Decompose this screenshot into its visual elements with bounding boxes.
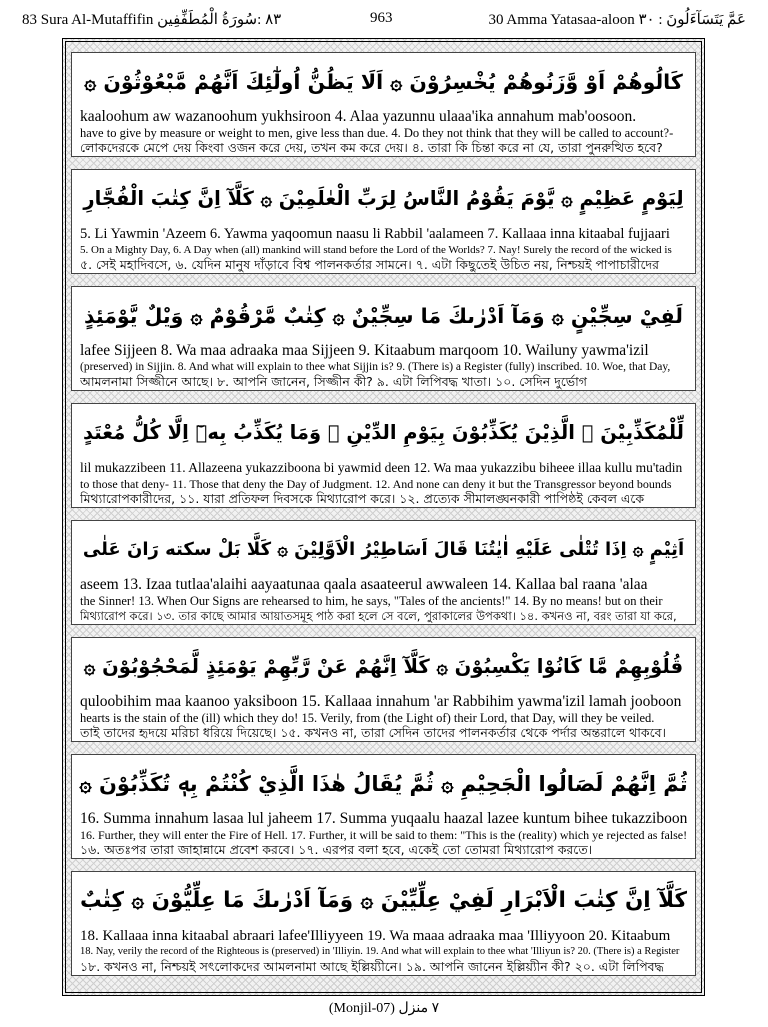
verse-blocks: [71, 52, 696, 982]
arabic-verse-line: اَثِيْمٍ ۞ اِذَا تُتْلٰى عَلَيْهِ اٰيٰتُنَا قَالَ اَسَاطِيْرُ الْاَوَّلِيْنَ ۞ كَلَّا بَلْ سكته رَانَ عَلٰى: [82, 539, 685, 560]
english-translation-line: 16. Further, they will enter the Fire of Hell. 17. Further, it will be said to them: "This is the (reality) which ye rejected as false!: [80, 828, 687, 842]
english-translation-line: have to give by measure or weight to men, give less than due. 4. Do they not think that they will be called to account?-: [80, 126, 674, 140]
english-translation-line: the Sinner! 13. When Our Signs are rehearsed to him, he says, "Tales of the ancients!" 14. By no means! but on their: [80, 594, 663, 608]
ornamental-frame: [62, 38, 705, 996]
transliteration-line: quloobihim maa kaanoo yaksiboon 15. Kallaaa innahum 'ar Rabbihim yawma'izil lamah jooboon: [80, 693, 682, 710]
transliteration-line: 16. Summa innahum lasaa lul jaheem 17. Summa yuqaalu haazal lazee kuntum bihee tukazziboon: [80, 810, 687, 827]
arabic-verse-line: لِّلْمُكَذِّبِيْنَ ۞ الَّذِيْنَ يُكَذِّبُوْنَ بِيَوْمِ الدِّيْنِ ۞ وَمَا يُكَذِّبُ بِهٖٓ اِلَّا كُلُّ مُعْتَدٍ: [83, 421, 684, 444]
arabic-verse-line: لَفِيْ سِجِّيْنٍ ۞ وَمَآ اَدْرٰىكَ مَا سِجِّيْنٌ ۞ كِتٰبٌ مَّرْقُوْمٌ ۞ وَيْلٌ يَّوْمَئِذٍ: [84, 304, 683, 328]
transliteration-line: 5. Li Yawmin 'Azeem 6. Yawma yaqoomun naasu li Rabbil 'aalameen 7. Kallaaa inna kitaabal fujjaari: [80, 226, 670, 242]
verse-block: [71, 754, 696, 859]
transliteration-line: 18. Kallaaa inna kitaabal abraari lafee'Illiyyeen 19. Wa maaa adraaka maa 'Illiyyoon 20. Kitaabum: [80, 928, 671, 944]
bengali-translation-line: মিথ্যারোপকারীদের, ১১. যারা প্রতিফল দিবসকে মিথ্যারোপ করে। ১২. প্রত্যেক সীমালঙ্ঘনকারী পাপিষ্ঠই কেবল একে: [80, 491, 645, 506]
bengali-translation-line: মিথ্যারোপ করে। ১৩. তার কাছে আমার আয়াতসমূহ পাঠ করা হলে সে বলে, পুরাকালের উপকথা। ১৪. কখনও না, বরং তারা যা করে,: [80, 609, 677, 623]
english-translation-line: 5. On a Mighty Day, 6. A Day when (all) mankind will stand before the Lord of the Worlds? 7. Nay! Surely the record of the wicked is: [80, 244, 672, 256]
transliteration-line: lafee Sijjeen 8. Wa maa adraaka maa Sijjeen 9. Kitaabum marqoom 10. Wailuny yawma'izil: [80, 342, 649, 359]
english-translation-line: hearts is the stain of the (ill) which they do! 15. Verily, from (the Light of) their Lord, that Day, will they be veiled.: [80, 711, 655, 725]
bengali-translation-line: ১৬. অতঃপর তারা জাহান্নামে প্রবেশ করবে। ১৭. এরপর বলা হবে, একেই তো তোমরা মিথ্যারোপ করতে।: [80, 842, 593, 857]
bengali-translation-line: লোকদেরকে মেপে দেয় কিংবা ওজন করে দেয়, তখন কম করে দেয়। ৪. তারা কি চিন্তা করে না যে, তারা পুনরুত্থিত হবে?: [80, 140, 663, 155]
verse-block: [71, 52, 696, 157]
surah-title: 83 Sura Al-Mutaffifin ٨٣ :سُورَةُ الْمُطَفِّفِين: [22, 12, 282, 28]
verse-block: [71, 520, 696, 625]
arabic-verse-line: لِيَوْمٍ عَظِيْمٍ ۞ يَّوْمَ يَقُوْمُ النَّاسُ لِرَبِّ الْعٰلَمِيْنَ ۞ كَلَّآ اِنَّ كِتٰبَ الْفُجَّارِ: [83, 187, 684, 210]
arabic-verse-line: ثُمَّ اِنَّهُمْ لَصَالُوا الْجَحِيْمِ ۞ ثُمَّ يُقَالُ هٰذَا الَّذِيْ كُنْتُمْ بِهٖ تُكَذِّبُوْنَ ۞: [79, 772, 688, 796]
arabic-verse-line: كَلَّآ اِنَّ كِتٰبَ الْاَبْرَارِ لَفِيْ عِلِّيِّيْنَ ۞ وَمَآ اَدْرٰىكَ مَا عِلِّيُّوْنَ ۞ كِتٰبٌ: [80, 888, 687, 913]
transliteration-line: lil mukazzibeen 11. Allazeena yukazziboona bi yawmid deen 12. Wa maa yukazzibu biheee illaa kullu mu'tadin: [80, 460, 683, 475]
verse-block: [71, 637, 696, 742]
transliteration-line: aseem 13. Izaa tutlaa'alaihi aayaatunaa qaala asaateerul awwaleen 14. Kallaa bal raana 'alaa: [80, 576, 648, 593]
bengali-translation-line: ১৮. কখনও না, নিশ্চয়ই সৎলোকদের আমলনামা আছে ইল্লিয়্যীনে। ১৯. আপনি জানেন ইল্লিয়্যীন কী? ২০. এটা লিপিবদ্ধ: [80, 959, 664, 974]
english-translation-line: (preserved) in Sijjin. 8. And what will explain to thee what Sijjin is? 9. (There is) a Register (fully) inscribed. 10. Woe, that Day,: [80, 361, 671, 373]
verse-block: [71, 403, 696, 508]
arabic-verse-line: قُلُوْبِهِمْ مَّا كَانُوْا يَكْسِبُوْنَ ۞ كَلَّآ اِنَّهُمْ عَنْ رَّبِّهِمْ يَوْمَئِذٍ لَّمَحْجُوْبُوْنَ ۞: [83, 655, 684, 678]
bengali-translation-line: তাই তাদের হৃদয়ে মরিচা ধরিয়ে দিয়েছে। ১৫. কখনও না, তারা সেদিন তাদের পালনকর্তার থেকে পর্দার অন্তরালে থাকবে।: [80, 725, 667, 740]
manzil-footer: (Monjil-07) ٧ منزل: [328, 1001, 440, 1016]
english-translation-line: to those that deny- 11. Those that deny the Day of Judgment. 12. And none can deny it but the Transgressor beyond bounds: [80, 477, 672, 491]
verse-block: [71, 871, 696, 976]
english-translation-line: 18. Nay, verily the record of the Righteous is (preserved) in 'Illiyin. 19. And what will explain to thee what 'Illiyun is? 20. (There is) a Register: [80, 946, 680, 957]
verse-block: [71, 286, 696, 391]
juz-title: 30 Amma Yatasaa-aloon عَمَّ يَتَسَآءَلُونَ : ٣٠: [488, 12, 746, 28]
verse-block: [71, 169, 696, 274]
page-number: 963: [370, 10, 393, 26]
bengali-translation-line: আমলনামা সিজ্জীনে আছে। ৮. আপনি জানেন, সিজ্জীন কী? ৯. এটা লিপিবদ্ধ খাতা। ১০. সেদিন দুর্ভোগ: [80, 374, 587, 389]
transliteration-line: kaaloohum aw wazanoohum yukhsiroon 4. Alaa yazunnu ulaaa'ika annahum mab'oosoon.: [80, 108, 637, 125]
bengali-translation-line: ৫. সেই মহাদিবসে, ৬. যেদিন মানুষ দাঁড়াবে বিশ্ব পালনকর্তার সামনে। ৭. এটা কিছুতেই উচিত নয়, নিশ্চয়ই পাপাচারীদের: [80, 257, 659, 272]
page-header: [0, 0, 768, 38]
arabic-verse-line: كَالُوهُمْ اَوْ وَّزَنُوهُمْ يُخْسِرُوْنَ ۞ اَلَا يَظُنُّ اُولٰٓئِكَ اَنَّهُمْ مَّبْعُوْثُوْنَ ۞: [84, 70, 683, 94]
